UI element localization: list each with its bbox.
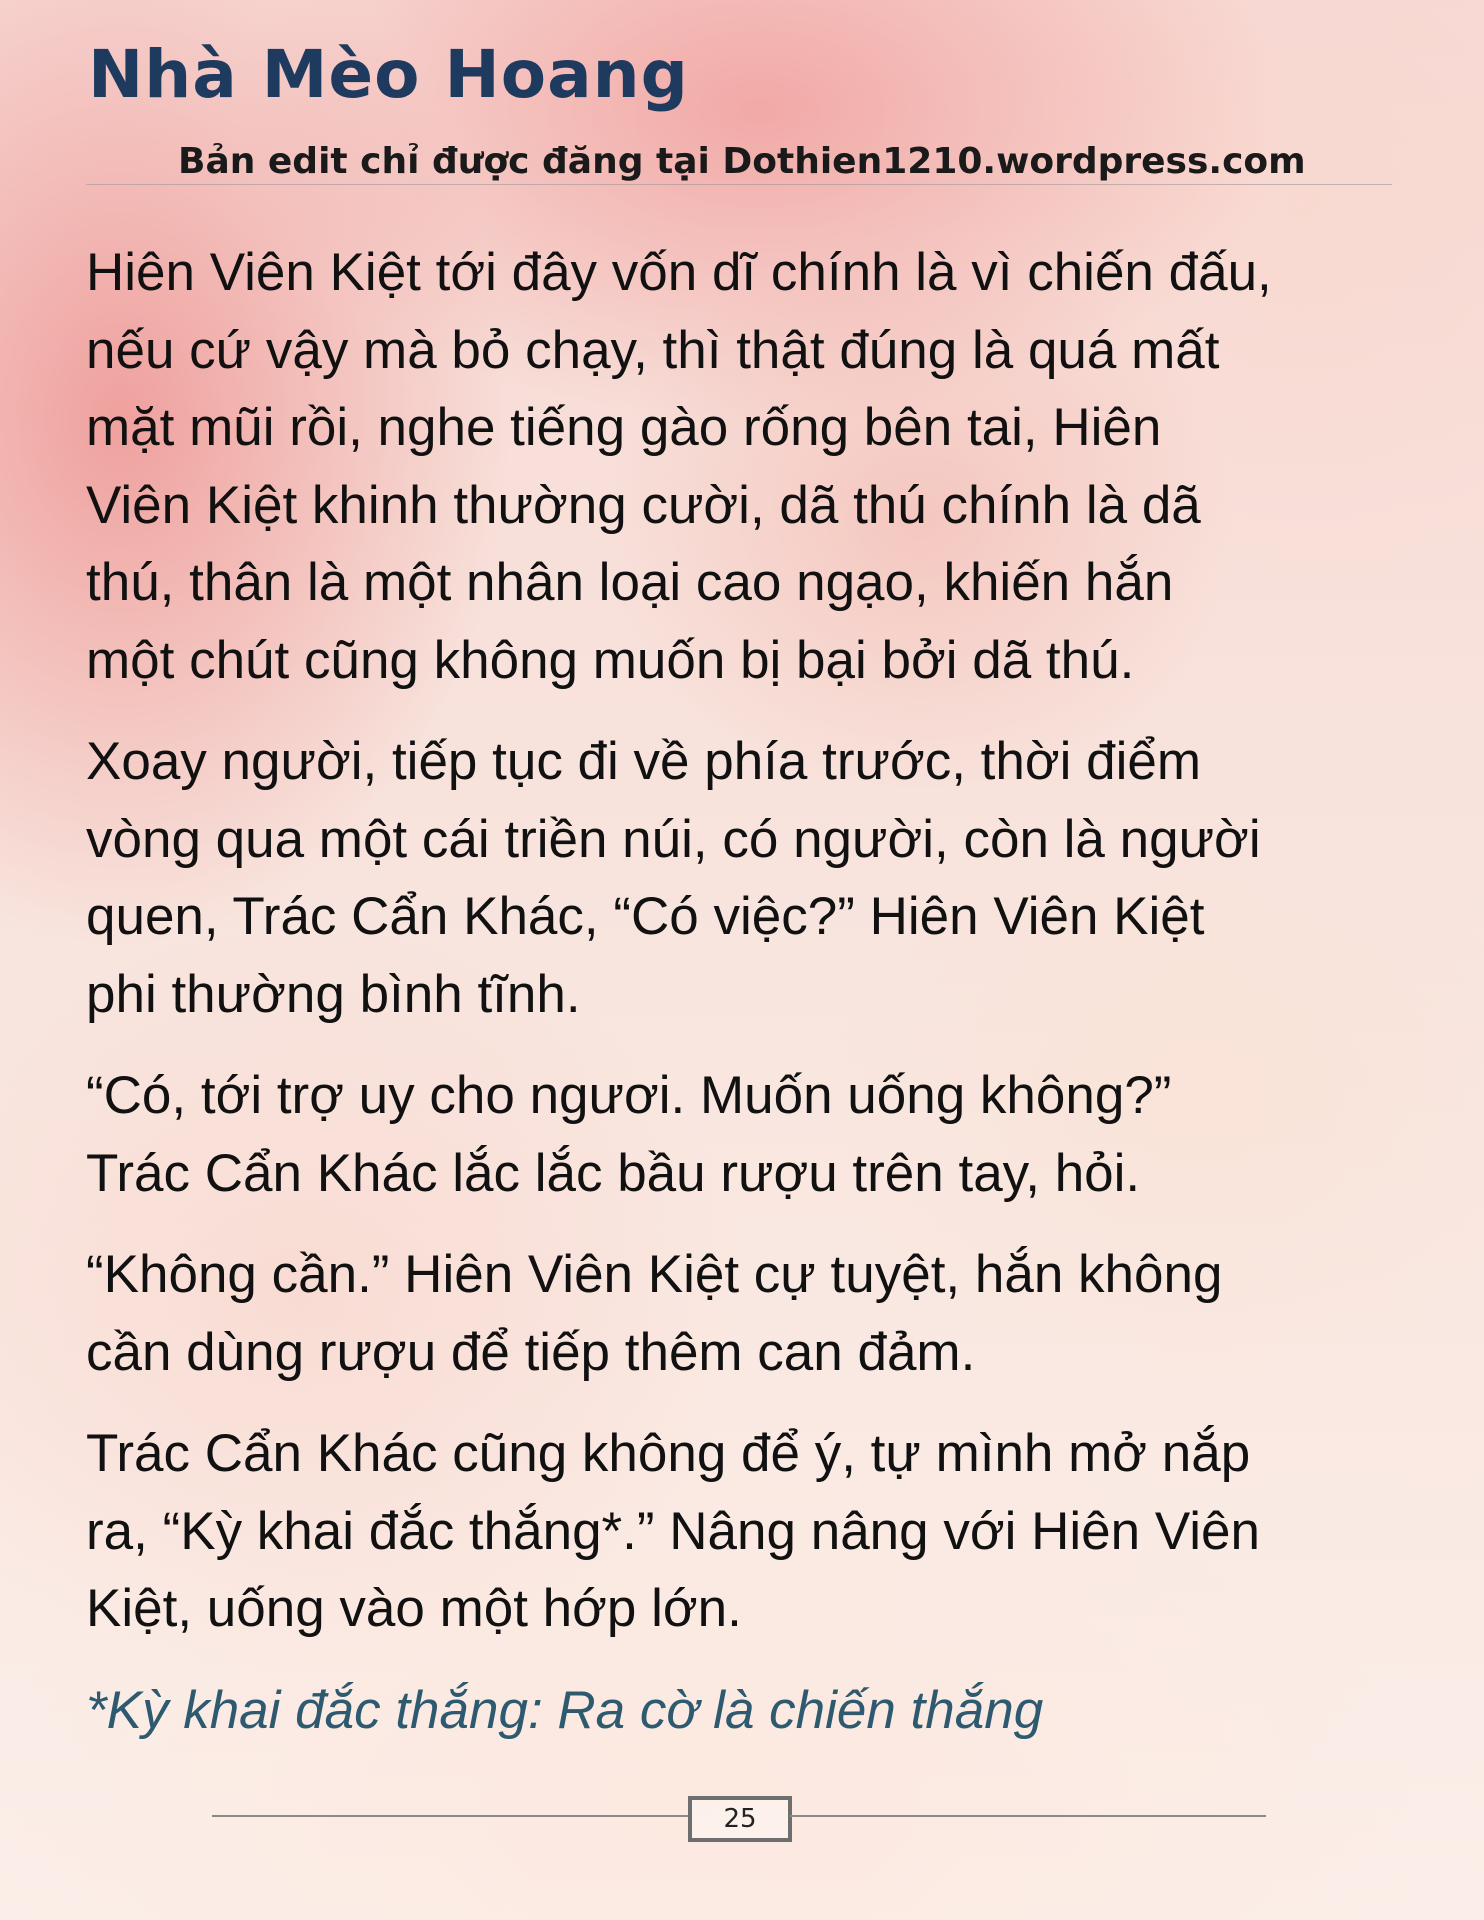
page-title: Nhà Mèo Hoang [88, 36, 689, 113]
paragraph-2: Xoay người, tiếp tục đi về phía trước, thời điểm vòng qua một cái triền núi, có người, còn là người quen, Trác Cẩn Khác, “Có việc?” Hiên Viên Kiệt phi thường bình tĩnh. [86, 732, 1261, 1024]
page-subtitle: Bản edit chỉ được đăng tại Dothien1210.wordpress.com [178, 141, 1306, 182]
paragraph-4: “Không cần.” Hiên Viên Kiệt cự tuyệt, hắn không cần dùng rượu để tiếp thêm can đảm. [86, 1245, 1223, 1382]
footer-rule-right [790, 1815, 1266, 1817]
footer-rule-left [212, 1815, 688, 1817]
header-divider [86, 184, 1392, 185]
paragraph-1: Hiên Viên Kiệt tới đây vốn dĩ chính là vì chiến đấu, nếu cứ vậy mà bỏ chạy, thì thật đúng là quá mất mặt mũi rồi, nghe tiếng gào rống bên tai, Hiên Viên Kiệt khinh thường cười, dã thú chính là dã thú, thân là một nhân loại cao ngạo, khiến hắn một chút cũng không muốn bị bại bởi dã thú. [86, 243, 1272, 690]
paragraph-5: Trác Cẩn Khác cũng không để ý, tự mình mở nắp ra, “Kỳ khai đắc thắng*.” Nâng nâng với Hiên Viên Kiệt, uống vào một hớp lớn. [86, 1424, 1260, 1638]
page-number: 25 [688, 1796, 792, 1842]
footnote: *Kỳ khai đắc thắng: Ra cờ là chiến thắng [86, 1680, 1044, 1740]
body-content [86, 234, 1416, 1749]
paragraph-3: “Có, tới trợ uy cho ngươi. Muốn uống không?” Trác Cẩn Khác lắc lắc bầu rượu trên tay, hỏi. [86, 1066, 1172, 1203]
